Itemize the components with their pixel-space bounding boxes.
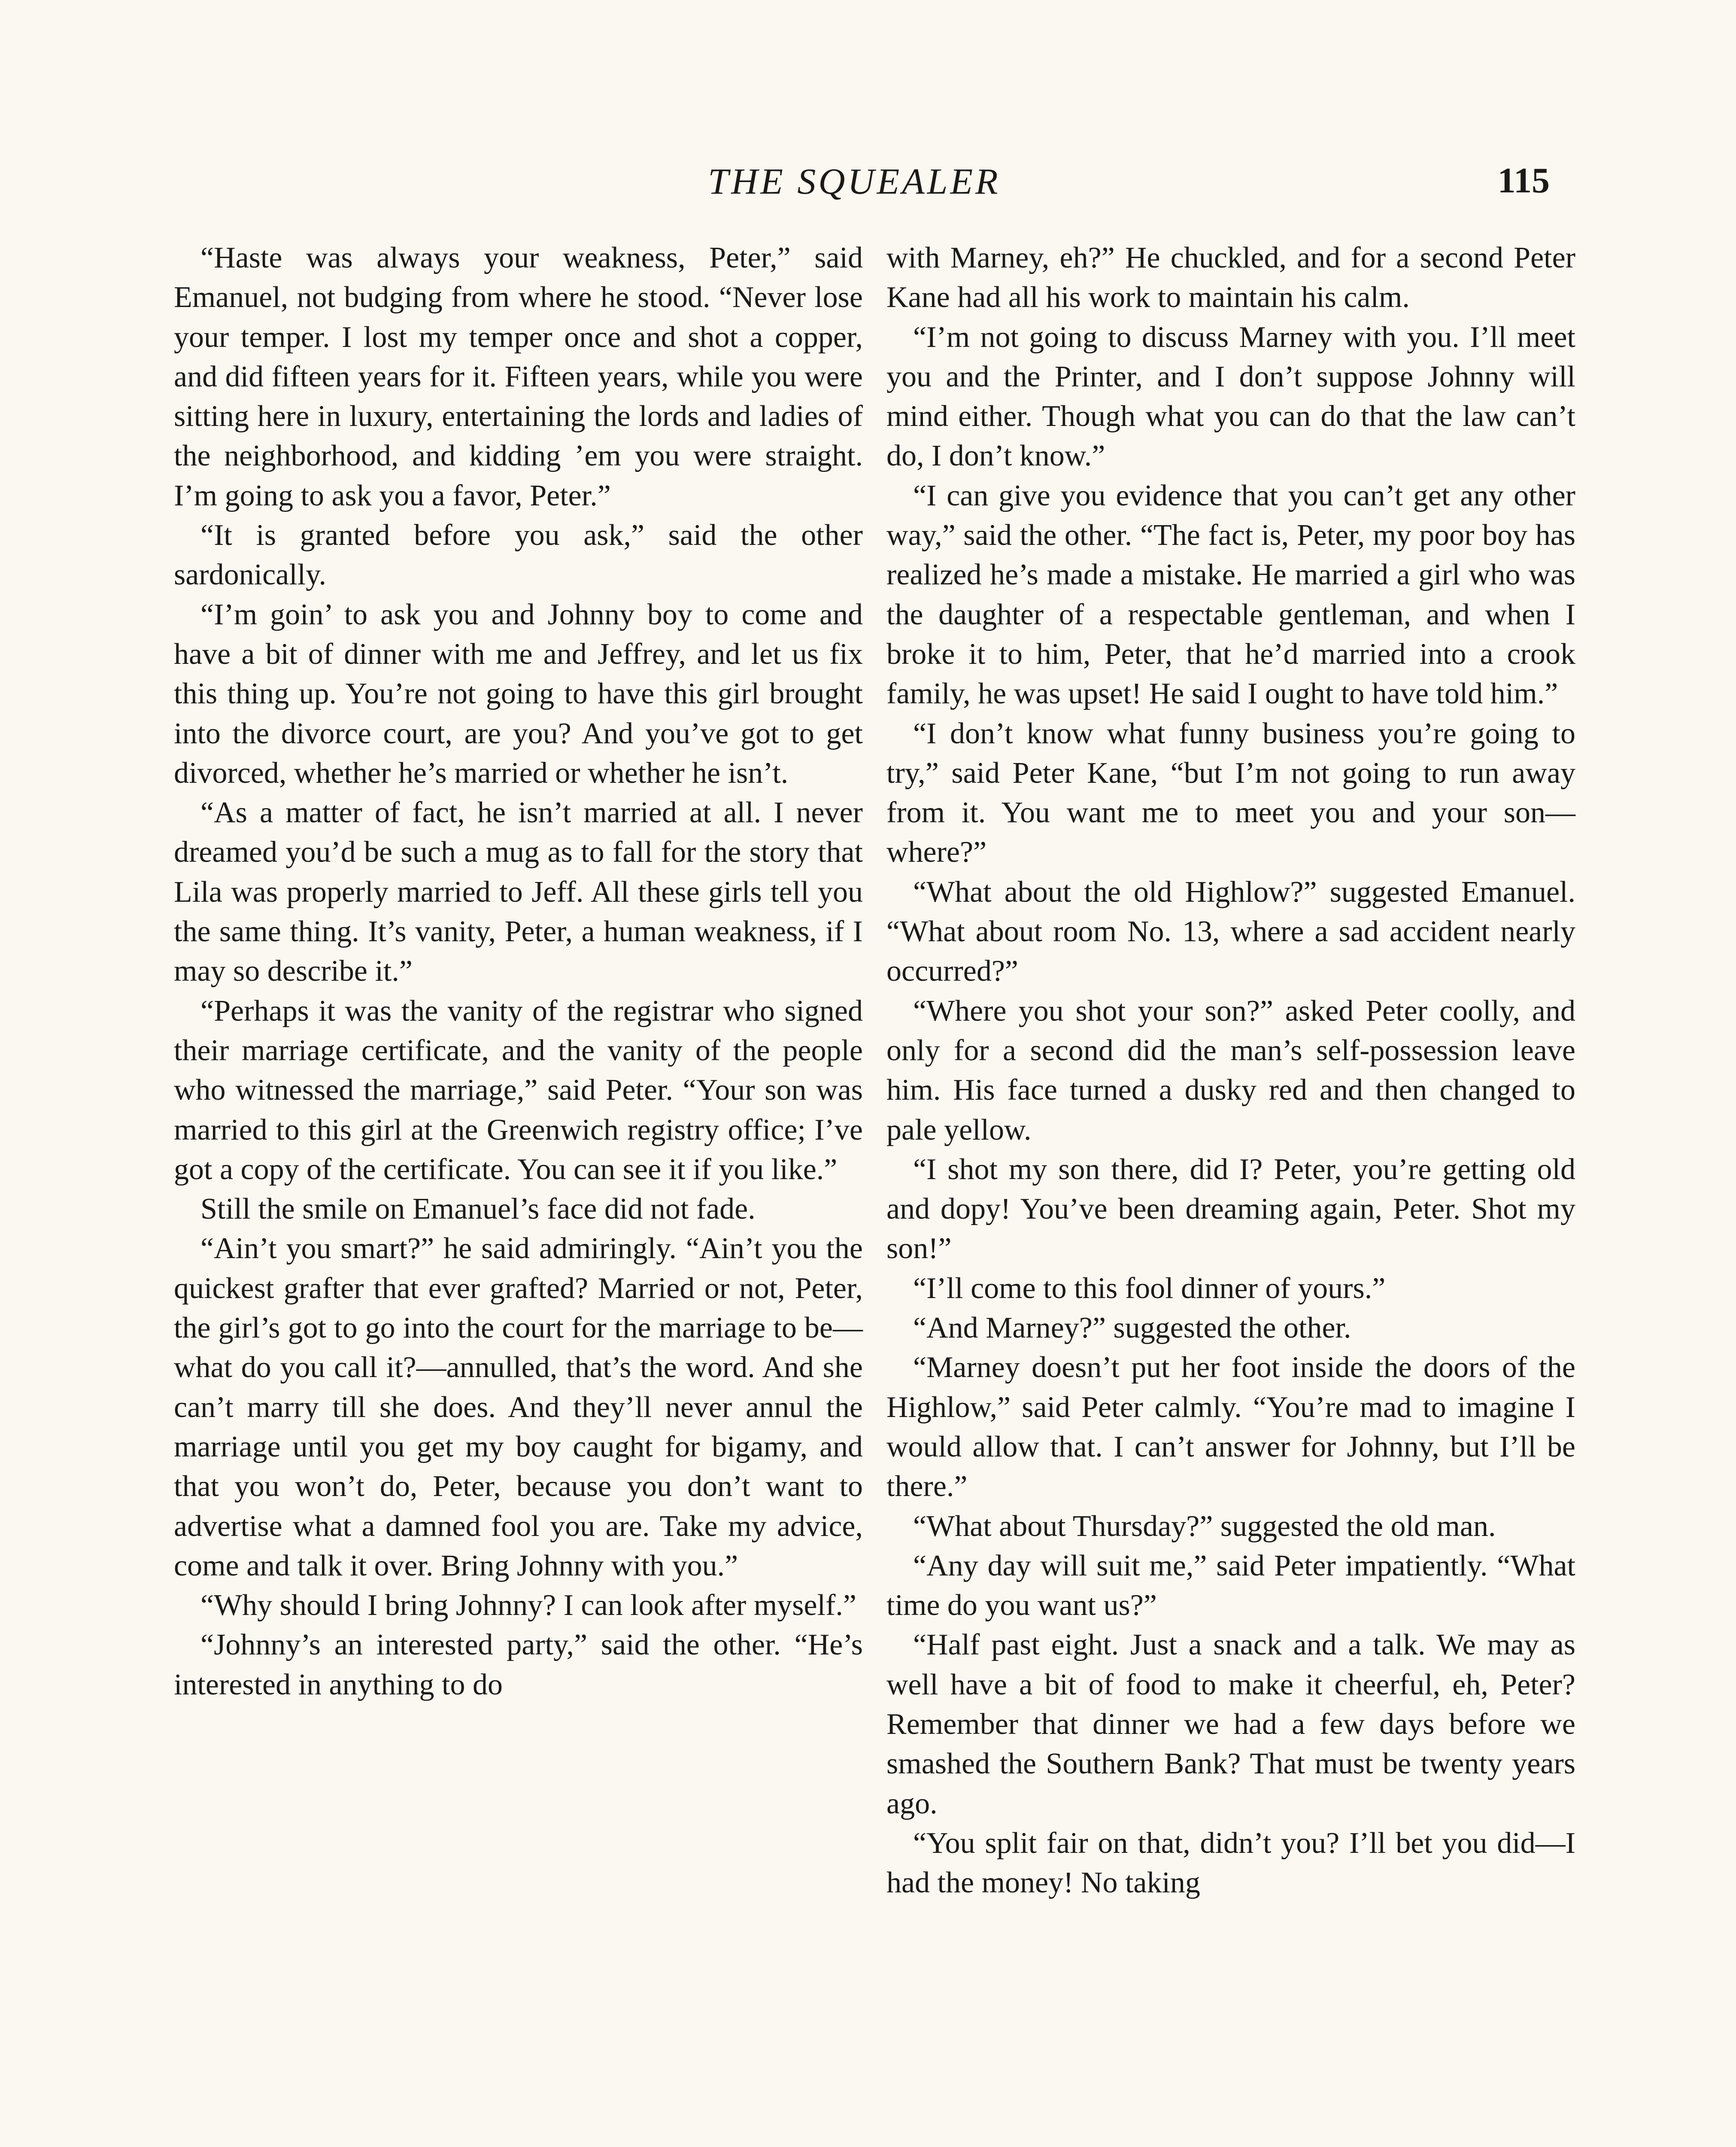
paragraph: “Haste was always your weakness, Peter,” said Emanuel, not budging from where he stood. “Never lose your temper. I lost my temper once and shot a copper, and did fifteen years for it. Fifteen years, while you were sitting here in luxury, entertaining the lords and ladies of the neighborhood, and kidding ’em you were straight. I’m going to ask you a favor, Peter.” — [174, 241, 863, 512]
paragraph: “It is granted before you ask,” said the other sardonically. — [174, 519, 863, 592]
paragraph: “Ain’t you smart?” he said admiringly. “Ain’t you the quickest grafter that ever grafted? Married or not, Peter, the girl’s got to go into the court for the marriage to be—what do you call it?—annulled, that’s the word. And she can’t marry till she does. And they’ll never annul the marriage until you get my boy caught for bigamy, and that you won’t do, Peter, because you don’t want to advertise what a damned fool you are. Take my advice, come and talk it over. Bring Johnny with you.” — [174, 1232, 863, 1582]
paragraph: “Johnny’s an interested party,” said the other. “He’s interested in anything to do — [174, 1628, 863, 1701]
text-column-left — [174, 238, 863, 1705]
paragraph-continued: with Marney, eh?” He chuckled, and for a second Peter Kane had all his work to maintain his calm. — [886, 241, 1575, 314]
paragraph: “What about Thursday?” suggested the old man. — [913, 1509, 1496, 1543]
paragraph: Still the smile on Emanuel’s face did not fade. — [200, 1192, 756, 1226]
paragraph: “I’m goin’ to ask you and Johnny boy to come and have a bit of dinner with me and Jeffrey, and let us fix this thing up. You’re not going to have this girl brought into the divorce court, are you? And you’ve got to get divorced, whether he’s married or whether he isn’t. — [174, 598, 863, 790]
paragraph: “I shot my son there, did I? Peter, you’re getting old and dopy! You’ve been dreaming again, Peter. Shot my son!” — [886, 1153, 1575, 1265]
paragraph: “And Marney?” suggested the other. — [913, 1311, 1351, 1345]
paragraph: “I’m not going to discuss Marney with you. I’ll meet you and the Printer, and I don’t suppose Johnny will mind either. Though what you can do that the law can’t do, I don’t know.” — [886, 320, 1575, 473]
paragraph: “Why should I bring Johnny? I can look after myself.” — [200, 1589, 856, 1622]
page-header — [159, 160, 1550, 211]
paragraph: “Marney doesn’t put her foot inside the doors of the Highlow,” said Peter calmly. “You’re mad to imagine I would allow that. I can’t answer for Johnny, but I’ll be there.” — [886, 1351, 1575, 1503]
paragraph: “As a matter of fact, he isn’t married at all. I never dreamed you’d be such a mug as to fall for the story that Lila was properly married to Jeff. All these girls tell you the same thing. It’s vanity, Peter, a human weakness, if I may so describe it.” — [174, 796, 863, 988]
running-title: THE SQUEALER — [708, 161, 1001, 202]
paragraph: “I don’t know what funny business you’re going to try,” said Peter Kane, “but I’m not going to run away from it. You want me to meet you and your son—where?” — [886, 717, 1575, 869]
paragraph: “Any day will suit me,” said Peter impatiently. “What time do you want us?” — [886, 1549, 1575, 1622]
paragraph: “I’ll come to this fool dinner of yours.” — [913, 1271, 1386, 1305]
paragraph: “Half past eight. Just a snack and a talk. We may as well have a bit of food to make it cheerful, eh, Peter? Remember that dinner we had a few days before we smashed the Southern Bank? That must be twenty years ago. — [886, 1628, 1575, 1820]
paragraph: “I can give you evidence that you can’t get any other way,” said the other. “The fact is, Peter, my poor boy has realized he’s made a mistake. He married a girl who was the daughter of a respectable gentleman, and when I broke it to him, Peter, that he’d married into a crook family, he was upset! He said I ought to have told him.” — [886, 479, 1575, 711]
text-column-right — [886, 238, 1575, 1903]
page-number: 115 — [1497, 161, 1550, 201]
paragraph: “What about the old Highlow?” suggested Emanuel. “What about room No. 13, where a sad accident nearly occurred?” — [886, 875, 1575, 988]
paragraph: “Perhaps it was the vanity of the registrar who signed their marriage certificate, and the vanity of the people who witnessed the marriage,” said Peter. “Your son was married to this girl at the Greenwich registry office; I’ve got a copy of the certificate. You can see it if you like.” — [174, 994, 863, 1186]
paragraph: “Where you shot your son?” asked Peter coolly, and only for a second did the man’s self-possession leave him. His face turned a dusky red and then changed to pale yellow. — [886, 994, 1575, 1146]
paragraph: “You split fair on that, didn’t you? I’ll bet you did—I had the money! No taking — [886, 1826, 1575, 1900]
